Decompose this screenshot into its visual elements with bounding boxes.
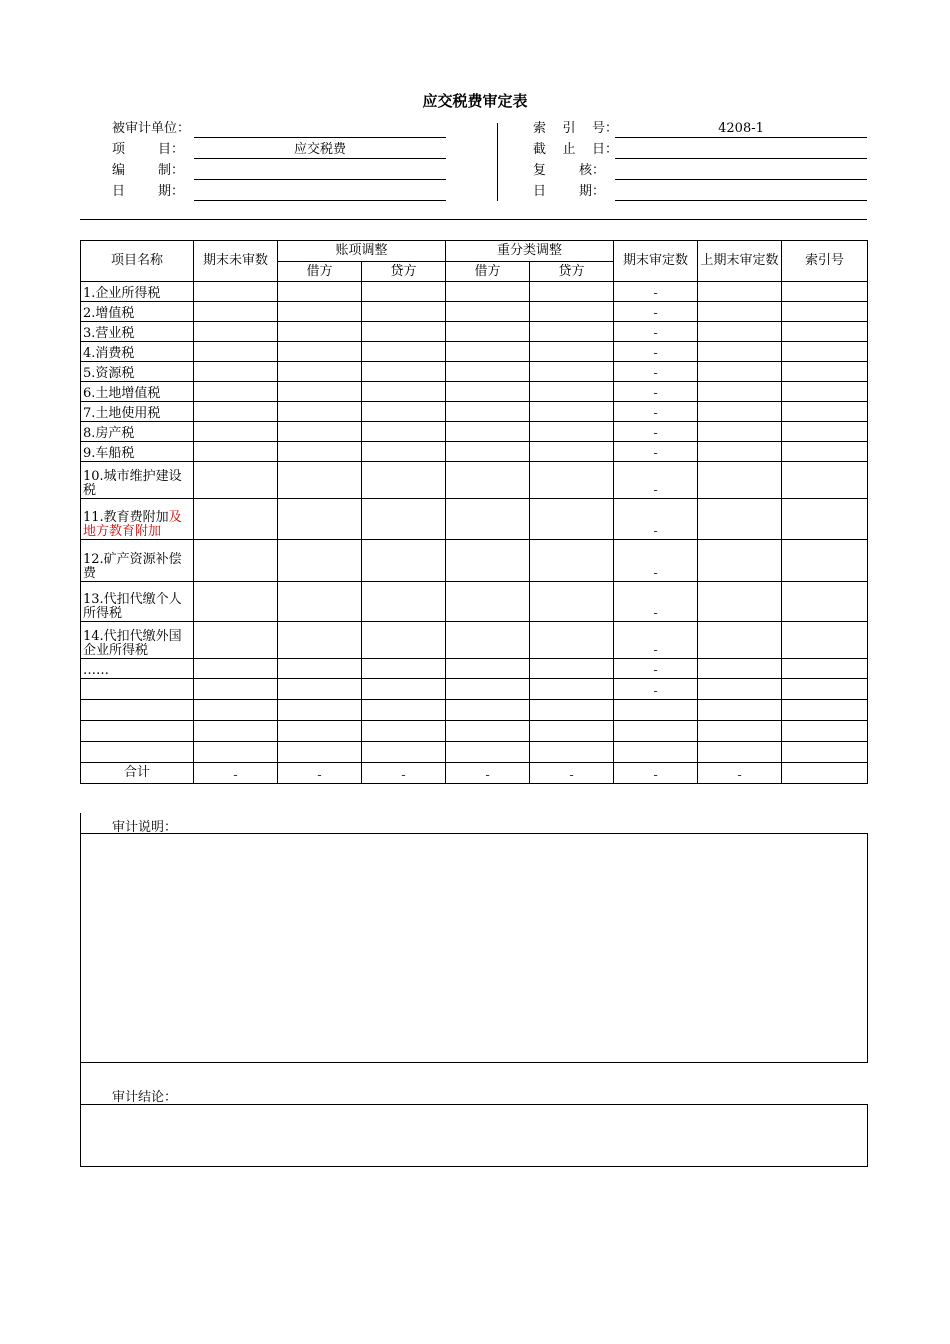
cell[interactable] bbox=[194, 700, 278, 721]
row-audited: - bbox=[614, 282, 698, 302]
prep-date-field[interactable] bbox=[194, 182, 446, 201]
cell[interactable] bbox=[278, 659, 362, 679]
row-name-highlight: 及地方教育附加 bbox=[83, 510, 182, 539]
cell[interactable] bbox=[362, 342, 446, 362]
col-prior-audited: 上期末审定数 bbox=[698, 241, 782, 282]
row-name: 10.城市维护建设税 bbox=[81, 462, 194, 499]
cell[interactable] bbox=[362, 362, 446, 382]
cell[interactable] bbox=[782, 462, 868, 499]
cell[interactable] bbox=[194, 402, 278, 422]
table-row bbox=[81, 622, 868, 659]
header-row-index bbox=[533, 119, 867, 139]
cell[interactable] bbox=[782, 700, 868, 721]
cell[interactable] bbox=[362, 382, 446, 402]
cell[interactable] bbox=[278, 700, 362, 721]
cell[interactable] bbox=[362, 582, 446, 622]
total-row bbox=[81, 763, 868, 784]
cell[interactable] bbox=[194, 302, 278, 322]
cell[interactable] bbox=[530, 282, 614, 302]
cell[interactable] bbox=[698, 402, 782, 422]
row-audited: - bbox=[614, 422, 698, 442]
cutoff-field[interactable] bbox=[615, 140, 867, 159]
total-reclass-credit: - bbox=[530, 763, 614, 784]
cell[interactable] bbox=[278, 362, 362, 382]
cell[interactable] bbox=[698, 322, 782, 342]
total-unaudited: - bbox=[194, 763, 278, 784]
cell[interactable] bbox=[278, 462, 362, 499]
cell[interactable] bbox=[782, 342, 868, 362]
cell[interactable] bbox=[782, 499, 868, 540]
table-row bbox=[81, 742, 868, 763]
header-rule bbox=[80, 219, 867, 220]
auditee-field[interactable] bbox=[194, 119, 446, 138]
cell[interactable] bbox=[194, 721, 278, 742]
header-row-review-date bbox=[533, 182, 867, 202]
row-name bbox=[81, 499, 194, 540]
cell[interactable] bbox=[698, 499, 782, 540]
row-name bbox=[81, 700, 194, 721]
cell[interactable] bbox=[782, 382, 868, 402]
cell[interactable] bbox=[530, 540, 614, 582]
review-date-field[interactable] bbox=[615, 182, 867, 201]
col-item-name: 项目名称 bbox=[81, 241, 194, 282]
cell[interactable] bbox=[278, 721, 362, 742]
table-row bbox=[81, 659, 868, 679]
row-audited: - bbox=[614, 362, 698, 382]
prep-date-label: 日 期： bbox=[112, 184, 185, 199]
table-row bbox=[81, 679, 868, 700]
cell[interactable] bbox=[446, 362, 530, 382]
cell[interactable] bbox=[446, 382, 530, 402]
cell[interactable] bbox=[530, 402, 614, 422]
cell[interactable] bbox=[278, 402, 362, 422]
total-reclass-debit: - bbox=[446, 763, 530, 784]
row-name: 5.资源税 bbox=[81, 362, 194, 382]
cell[interactable] bbox=[194, 362, 278, 382]
col-account-debit: 借方 bbox=[278, 262, 362, 282]
cell[interactable] bbox=[698, 362, 782, 382]
cell[interactable] bbox=[362, 721, 446, 742]
col-reclass-credit: 贷方 bbox=[530, 262, 614, 282]
col-unaudited: 期末未审数 bbox=[194, 241, 278, 282]
reviewer-field[interactable] bbox=[615, 161, 867, 180]
index-label: 索 引 号： bbox=[533, 121, 619, 136]
cell[interactable] bbox=[782, 422, 868, 442]
cell[interactable] bbox=[698, 442, 782, 462]
cell[interactable] bbox=[530, 342, 614, 362]
cell[interactable] bbox=[530, 462, 614, 499]
cell[interactable] bbox=[446, 499, 530, 540]
cell[interactable] bbox=[698, 582, 782, 622]
preparer-field[interactable] bbox=[194, 161, 446, 180]
cell[interactable] bbox=[278, 302, 362, 322]
cell[interactable] bbox=[362, 422, 446, 442]
row-audited: - bbox=[614, 342, 698, 362]
row-name: 7.土地使用税 bbox=[81, 402, 194, 422]
row-audited: - bbox=[614, 582, 698, 622]
table-row bbox=[81, 499, 868, 540]
preparer-label: 编 制： bbox=[112, 163, 185, 178]
cell[interactable] bbox=[782, 442, 868, 462]
cell[interactable] bbox=[782, 742, 868, 763]
cell[interactable] bbox=[698, 742, 782, 763]
cell[interactable] bbox=[530, 382, 614, 402]
header-row-preparer bbox=[112, 161, 446, 181]
row-name bbox=[81, 679, 194, 700]
header-row-reviewer bbox=[533, 161, 867, 181]
total-label: 合计 bbox=[81, 763, 194, 784]
cell[interactable] bbox=[782, 622, 868, 659]
cell[interactable] bbox=[278, 742, 362, 763]
cell[interactable] bbox=[278, 499, 362, 540]
col-reclass-debit: 借方 bbox=[446, 262, 530, 282]
cell[interactable] bbox=[446, 422, 530, 442]
row-audited: - bbox=[614, 540, 698, 582]
cell[interactable] bbox=[530, 622, 614, 659]
cell[interactable] bbox=[530, 302, 614, 322]
row-name bbox=[81, 721, 194, 742]
table-row bbox=[81, 700, 868, 721]
cell[interactable] bbox=[446, 622, 530, 659]
cell[interactable] bbox=[362, 442, 446, 462]
col-account-adjustment: 账项调整 bbox=[278, 241, 446, 262]
table-row bbox=[81, 342, 868, 362]
cell[interactable] bbox=[278, 679, 362, 700]
table-row bbox=[81, 382, 868, 402]
row-name: 3.营业税 bbox=[81, 322, 194, 342]
cell[interactable] bbox=[362, 540, 446, 582]
cell[interactable] bbox=[362, 742, 446, 763]
cell[interactable] bbox=[446, 582, 530, 622]
cell[interactable] bbox=[782, 679, 868, 700]
cell[interactable] bbox=[446, 721, 530, 742]
header-row-item bbox=[112, 140, 446, 160]
table-row bbox=[81, 462, 868, 499]
cell[interactable] bbox=[194, 742, 278, 763]
header-row-auditee bbox=[112, 119, 446, 139]
row-name: 4.消费税 bbox=[81, 342, 194, 362]
cell[interactable] bbox=[698, 622, 782, 659]
tax-audit-table bbox=[80, 240, 868, 784]
cell[interactable] bbox=[446, 322, 530, 342]
cell[interactable] bbox=[278, 540, 362, 582]
cell[interactable] bbox=[446, 462, 530, 499]
cell[interactable] bbox=[530, 679, 614, 700]
cell[interactable] bbox=[194, 659, 278, 679]
cell[interactable] bbox=[782, 721, 868, 742]
cell[interactable] bbox=[278, 382, 362, 402]
cell[interactable] bbox=[530, 721, 614, 742]
cell[interactable] bbox=[698, 679, 782, 700]
cell[interactable] bbox=[194, 282, 278, 302]
table-row bbox=[81, 282, 868, 302]
cell[interactable] bbox=[278, 622, 362, 659]
cell[interactable] bbox=[194, 622, 278, 659]
row-audited bbox=[614, 742, 698, 763]
cell[interactable] bbox=[530, 322, 614, 342]
cell[interactable] bbox=[698, 659, 782, 679]
cell[interactable] bbox=[782, 582, 868, 622]
cell[interactable] bbox=[194, 322, 278, 342]
col-account-credit: 贷方 bbox=[362, 262, 446, 282]
table-row bbox=[81, 322, 868, 342]
row-audited: - bbox=[614, 442, 698, 462]
cell[interactable] bbox=[362, 659, 446, 679]
table-row bbox=[81, 302, 868, 322]
explanation-textarea[interactable] bbox=[80, 833, 868, 1063]
total-account-credit: - bbox=[362, 763, 446, 784]
conclusion-textarea[interactable] bbox=[80, 1104, 868, 1167]
col-reclass-adjustment: 重分类调整 bbox=[446, 241, 614, 262]
total-account-debit: - bbox=[278, 763, 362, 784]
cell[interactable] bbox=[698, 282, 782, 302]
cell[interactable] bbox=[446, 659, 530, 679]
cutoff-label: 截 止 日： bbox=[533, 142, 619, 157]
cell[interactable] bbox=[446, 342, 530, 362]
cell[interactable] bbox=[446, 540, 530, 582]
cell[interactable] bbox=[278, 442, 362, 462]
cell[interactable] bbox=[782, 540, 868, 582]
row-audited: - bbox=[614, 679, 698, 700]
cell[interactable] bbox=[530, 362, 614, 382]
cell[interactable] bbox=[698, 382, 782, 402]
cell[interactable] bbox=[698, 540, 782, 582]
cell[interactable] bbox=[782, 282, 868, 302]
row-name-part: 11.教育费附加 bbox=[83, 510, 169, 525]
review-date-label: 日 期： bbox=[533, 184, 606, 199]
row-audited: - bbox=[614, 322, 698, 342]
reviewer-label: 复 核： bbox=[533, 163, 606, 178]
cell[interactable] bbox=[446, 679, 530, 700]
row-name: 14.代扣代缴外国企业所得税 bbox=[81, 622, 194, 659]
row-audited: - bbox=[614, 659, 698, 679]
cell[interactable] bbox=[530, 422, 614, 442]
row-audited: - bbox=[614, 402, 698, 422]
cell[interactable] bbox=[194, 540, 278, 582]
explanation-side-border bbox=[80, 813, 81, 834]
row-audited: - bbox=[614, 382, 698, 402]
index-field[interactable]: 4208-1 bbox=[615, 119, 867, 138]
cell[interactable] bbox=[446, 442, 530, 462]
cell[interactable] bbox=[698, 302, 782, 322]
row-audited: - bbox=[614, 302, 698, 322]
table-row bbox=[81, 402, 868, 422]
auditee-label: 被审计单位： bbox=[112, 121, 191, 136]
cell[interactable] bbox=[194, 382, 278, 402]
cell[interactable] bbox=[446, 302, 530, 322]
cell[interactable] bbox=[194, 442, 278, 462]
conclusion-side-border bbox=[80, 1062, 81, 1104]
cell[interactable] bbox=[446, 742, 530, 763]
table-row bbox=[81, 721, 868, 742]
cell[interactable] bbox=[530, 582, 614, 622]
cell[interactable] bbox=[530, 700, 614, 721]
header-row-prep-date bbox=[112, 182, 446, 202]
cell[interactable] bbox=[362, 700, 446, 721]
cell[interactable] bbox=[278, 322, 362, 342]
conclusion-label: 审计结论： bbox=[112, 1090, 178, 1105]
header-divider bbox=[497, 123, 498, 201]
page-title: 应交税费审定表 bbox=[422, 92, 528, 110]
cell[interactable] bbox=[362, 499, 446, 540]
header-row-cutoff bbox=[533, 140, 867, 160]
cell[interactable] bbox=[194, 499, 278, 540]
explanation-label: 审计说明： bbox=[112, 820, 178, 835]
row-name: 12.矿产资源补偿费 bbox=[81, 540, 194, 582]
row-name: 8.房产税 bbox=[81, 422, 194, 442]
cell[interactable] bbox=[782, 322, 868, 342]
cell[interactable] bbox=[362, 679, 446, 700]
cell[interactable] bbox=[530, 442, 614, 462]
cell[interactable] bbox=[362, 402, 446, 422]
cell[interactable] bbox=[698, 462, 782, 499]
cell[interactable] bbox=[446, 700, 530, 721]
table-row bbox=[81, 540, 868, 582]
total-audited: - bbox=[614, 763, 698, 784]
cell[interactable] bbox=[362, 622, 446, 659]
cell[interactable] bbox=[194, 462, 278, 499]
col-audited: 期末审定数 bbox=[614, 241, 698, 282]
item-label: 项 目： bbox=[112, 142, 185, 157]
row-audited: - bbox=[614, 499, 698, 540]
table-row bbox=[81, 582, 868, 622]
cell[interactable] bbox=[446, 402, 530, 422]
row-audited bbox=[614, 700, 698, 721]
col-index-no: 索引号 bbox=[782, 241, 868, 282]
row-name: 1.企业所得税 bbox=[81, 282, 194, 302]
cell[interactable] bbox=[782, 302, 868, 322]
total-index-no bbox=[782, 763, 868, 784]
row-audited: - bbox=[614, 622, 698, 659]
row-name bbox=[81, 742, 194, 763]
row-name: 13.代扣代缴个人所得税 bbox=[81, 582, 194, 622]
cell[interactable] bbox=[194, 342, 278, 362]
table-row bbox=[81, 362, 868, 382]
cell[interactable] bbox=[194, 679, 278, 700]
cell[interactable] bbox=[362, 322, 446, 342]
cell[interactable] bbox=[782, 659, 868, 679]
row-audited: - bbox=[614, 462, 698, 499]
table-row bbox=[81, 422, 868, 442]
row-name: 6.土地增值税 bbox=[81, 382, 194, 402]
cell[interactable] bbox=[362, 282, 446, 302]
cell[interactable] bbox=[530, 659, 614, 679]
cell[interactable] bbox=[194, 422, 278, 442]
cell[interactable] bbox=[278, 422, 362, 442]
cell[interactable] bbox=[362, 302, 446, 322]
row-name: 9.车船税 bbox=[81, 442, 194, 462]
cell[interactable] bbox=[698, 721, 782, 742]
cell[interactable] bbox=[698, 700, 782, 721]
cell[interactable] bbox=[698, 342, 782, 362]
cell[interactable] bbox=[782, 402, 868, 422]
cell[interactable] bbox=[698, 422, 782, 442]
row-name: 2.增值税 bbox=[81, 302, 194, 322]
cell[interactable] bbox=[362, 462, 446, 499]
cell[interactable] bbox=[782, 362, 868, 382]
cell[interactable] bbox=[446, 282, 530, 302]
cell[interactable] bbox=[194, 582, 278, 622]
cell[interactable] bbox=[278, 282, 362, 302]
cell[interactable] bbox=[278, 342, 362, 362]
item-field[interactable]: 应交税费 bbox=[194, 140, 446, 159]
row-name: …… bbox=[81, 659, 194, 679]
cell[interactable] bbox=[530, 742, 614, 763]
cell[interactable] bbox=[530, 499, 614, 540]
table-row bbox=[81, 442, 868, 462]
cell[interactable] bbox=[278, 582, 362, 622]
total-prior-audited: - bbox=[698, 763, 782, 784]
row-audited bbox=[614, 721, 698, 742]
